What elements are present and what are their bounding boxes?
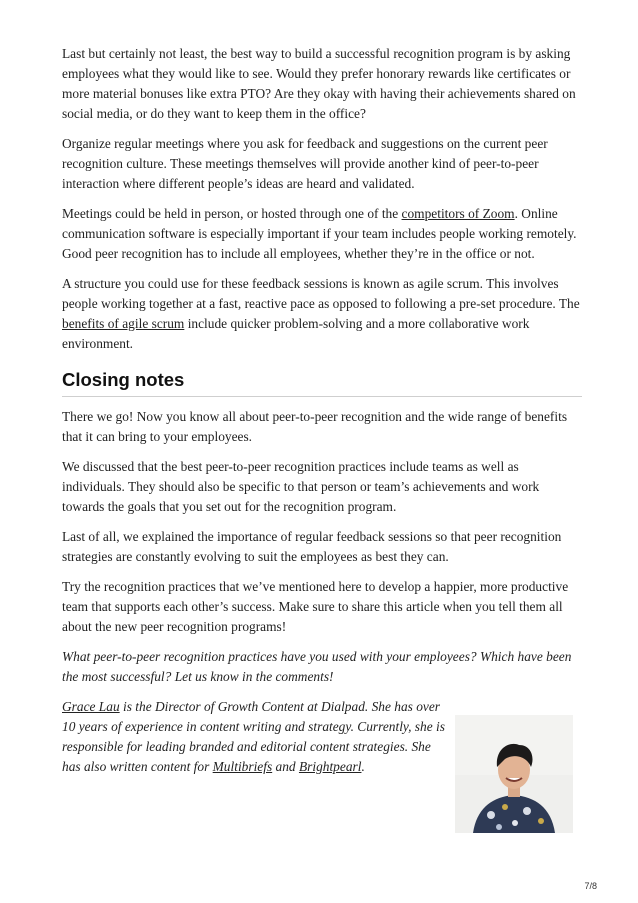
author-photo	[455, 715, 573, 833]
link-brightpearl[interactable]: Brightpearl	[298, 759, 362, 774]
text-run: A structure you could use for these feedback sessions is known as agile scrum. This involves people working together at a fast, reactive pace as opposed to following a pre-set procedure. The	[62, 276, 580, 311]
page-number: 7/8	[584, 881, 597, 891]
link-benefits-of-agile-scrum[interactable]: benefits of agile scrum	[62, 316, 185, 331]
text-run: include quicker problem-solving and a more collaborative work environment.	[62, 316, 530, 351]
text-run: We discussed that the best peer-to-peer recognition practices include teams as well as individuals. They should also be specific to that person or team’s achievements and work towards the goals that you set out for the recognition program.	[62, 459, 540, 514]
text-run: .	[361, 759, 365, 774]
article-content	[62, 44, 582, 787]
author-bio	[62, 697, 452, 777]
body-paragraph	[62, 407, 582, 447]
text-run: What peer-to-peer recognition practices have you used with your employees? Which have been the most successful? Let us know in the comments!	[62, 649, 572, 684]
section-heading: Closing notes	[62, 368, 582, 397]
link-competitors-of-zoom[interactable]: competitors of Zoom	[401, 206, 515, 221]
body-paragraph	[62, 44, 582, 124]
text-run: Organize regular meetings where you ask for feedback and suggestions on the current peer recognition culture. These meetings themselves will provide another kind of peer-to-peer interaction where different people’s ideas are heard and validated.	[62, 136, 548, 191]
link-multibriefs[interactable]: Multibriefs	[212, 759, 273, 774]
body-paragraph	[62, 204, 582, 264]
author-bio-block	[62, 697, 582, 777]
text-run: Last but certainly not least, the best way to build a successful recognition program is by asking employees what they would like to see. Would they prefer honorary rewards like certificates or more material bonuses like extra PTO? Are they okay with having their achievements shared on social media, or do they want to keep them in the office?	[62, 46, 576, 121]
link-grace-lau[interactable]: Grace Lau	[62, 699, 120, 714]
body-paragraph	[62, 457, 582, 517]
text-run: is the Director of Growth Content at Dialpad. She has over 10 years of experience in content writing and strategy. Currently, she is responsible for leading branded and editorial content strategies. She has also written content for	[62, 699, 445, 774]
text-run: Try the recognition practices that we’ve mentioned here to develop a happier, more productive team that supports each other’s success. Make sure to share this article when you tell them all about the new peer recognition programs!	[62, 579, 569, 634]
text-run: . Online communication software is especially important if your team includes people working remotely. Good peer recognition has to include all employees, whether they’re in the office or not.	[62, 206, 577, 261]
body-paragraph	[62, 577, 582, 637]
body-paragraph	[62, 527, 582, 567]
body-paragraph	[62, 134, 582, 194]
text-run: and	[272, 759, 299, 774]
text-run: Last of all, we explained the importance of regular feedback sessions so that peer recognition strategies are constantly evolving to suit the employees as best they can.	[62, 529, 562, 564]
text-run: There we go! Now you know all about peer-to-peer recognition and the wide range of benefits that it can bring to your employees.	[62, 409, 568, 444]
closing-question	[62, 647, 582, 687]
body-paragraph	[62, 274, 582, 354]
text-run: Meetings could be held in person, or hosted through one of the	[62, 206, 402, 221]
